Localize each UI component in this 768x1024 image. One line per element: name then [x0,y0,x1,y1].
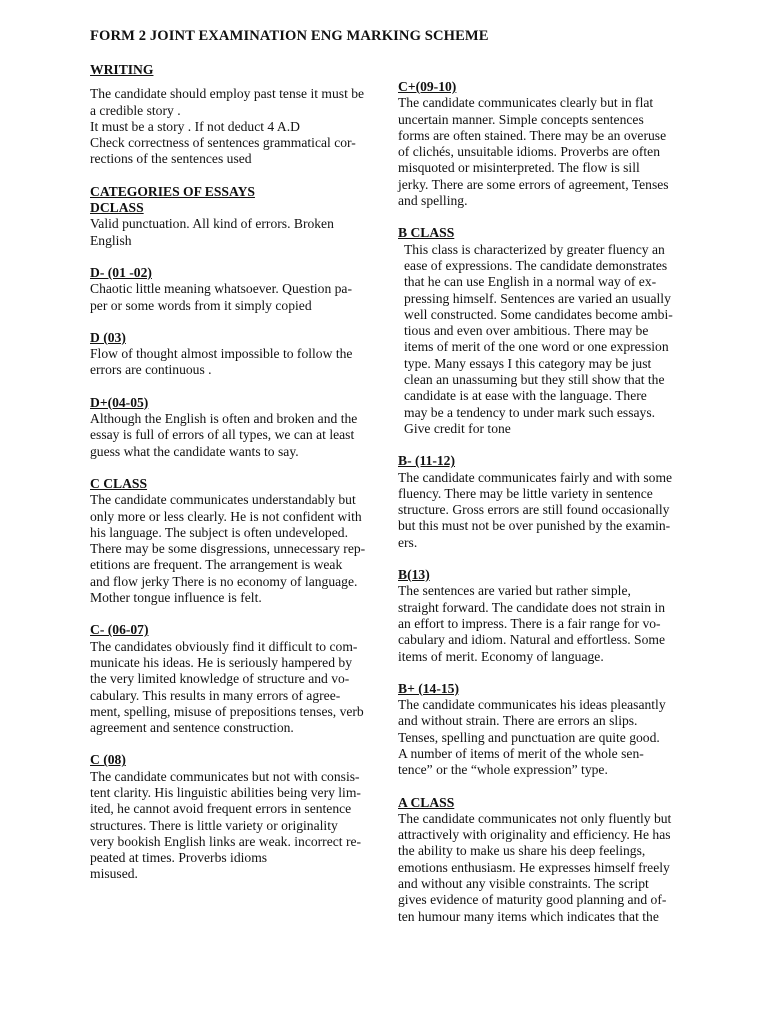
section-d [90,330,372,379]
c-plus-line: of clichés, unsuitable idioms. Proverbs are often [398,144,660,160]
b-plus-line: tence” or the “whole expression” type. [398,762,608,778]
section-b-class [398,225,680,437]
right-column [398,79,680,941]
a-class-line: ten humour many items which indicates that the [398,908,659,924]
b-line: items of merit. Economy of language. [398,648,604,664]
b-minus-line: The candidate communicates fairly and with some [398,469,673,485]
b-minus-line: fluency. There may be little variety in sentence [398,485,653,501]
c-line: misused. [90,866,138,882]
c-line: ited, he cannot avoid frequent errors in sentence [90,801,352,817]
section-heading-c-minus: C- (06-07) [90,622,149,638]
section-b [398,567,680,665]
c-line: tent clarity. His linguistic abilities being very lim- [90,784,361,800]
section-a-class [398,795,680,925]
b-line: The sentences are varied but rather simple, [398,583,631,599]
section-heading-c-class: C CLASS [90,475,148,491]
section-b-plus [398,681,680,779]
c-line: The candidate communicates but not with consis- [90,768,360,784]
c-class-line: The candidate communicates understandably but [90,492,356,508]
c-minus-line: agreement and sentence construction. [90,720,294,736]
section-heading-writing: WRITING [90,62,154,77]
c-plus-line: jerky. There are some errors of agreement, Tenses [398,176,669,192]
c-plus-line: and spelling. [398,193,468,209]
b-class-line: clean an unassuming but they still show that the [404,372,665,388]
c-minus-line: The candidates obviously find it difficult to com- [90,638,358,654]
writing-line: It must be a story . If not deduct 4 A.D [90,118,300,134]
b-class-line: pressing himself. Sentences are varied an usually [404,290,671,306]
section-heading-b-plus: B+ (14-15) [398,680,459,696]
c-line: structures. There is little variety or originality [90,817,338,833]
b-class-line: items of merit of the one word or one expression [404,339,669,355]
b-class-line: type. Many essays I this category may be just [404,355,652,371]
left-column [90,62,372,899]
d-minus-line: Chaotic little meaning whatsoever. Question pa- [90,281,352,297]
d-line: Flow of thought almost impossible to follow the [90,346,353,362]
b-minus-line: ers. [398,534,418,550]
section-heading-a-class: A CLASS [398,794,455,810]
c-plus-line: uncertain manner. Simple concepts sentences [398,111,644,127]
c-class-line: etitions are frequent. The arrangement is weak [90,557,343,573]
section-c-minus [90,622,372,736]
c-class-line: and flow jerky There is no economy of language. [90,573,358,589]
section-heading-d-minus: D- (01 -02) [90,264,152,280]
section-heading-b: B(13) [398,567,430,583]
b-plus-line: and without strain. There are errors an slips. [398,713,638,729]
c-class-line: his language. The subject is often undeveloped. [90,524,348,540]
c-minus-line: municate his ideas. He is seriously hampered by [90,654,352,670]
section-c [90,752,372,882]
c-class-line: Mother tongue influence is felt. [90,590,262,606]
categories-line: Valid punctuation. All kind of errors. Broken [90,216,334,232]
c-class-line: There may be some disgressions, unnecessary rep- [90,541,366,557]
b-class-line: tious and even over ambitious. There may be [404,323,649,339]
section-subheading-dclass: DCLASS [90,200,144,216]
writing-line: a credible story . [90,102,181,118]
c-class-line: only more or less clearly. He is not confident with [90,508,362,524]
c-line: very bookish English links are weak. incorrect re- [90,833,362,849]
b-line: an effort to impress. There is a fair range for vo- [398,615,661,631]
b-plus-line: A number of items of merit of the whole sen- [398,745,644,761]
section-heading-b-minus: B- (11-12) [398,453,456,469]
c-plus-line: misquoted or misinterpreted. The flow is sill [398,160,640,176]
a-class-line: and without any visible constraints. The script [398,876,649,892]
c-plus-line: forms are often stained. There may be an overuse [398,127,667,143]
a-class-line: The candidate communicates not only fluently but [398,810,672,826]
b-line: straight forward. The candidate does not strain in [398,599,666,615]
a-class-line: attractively with originality and efficiency. He has [398,827,671,843]
d-minus-line: per or some words from it simply copied [90,297,312,313]
b-minus-line: but this must not be over punished by the examin- [398,518,671,534]
b-class-line: well constructed. Some candidates become ambi- [404,306,673,322]
d-plus-line: guess what the candidate wants to say. [90,443,299,459]
c-minus-line: ment, spelling, misuse of prepositions tenses, verb [90,703,364,719]
section-c-class [90,476,372,606]
section-heading-categories: CATEGORIES OF ESSAYS [90,183,255,199]
c-line: peated at times. Proverbs idioms [90,850,268,866]
b-plus-line: Tenses, spelling and punctuation are quite good. [398,729,660,745]
page-title: FORM 2 JOINT EXAMINATION ENG MARKING SCHEME [90,28,489,44]
b-class-line: may be a tendency to under mark such essays. [404,404,656,420]
section-heading-b-class: B CLASS [398,225,455,241]
c-minus-line: cabulary. This results in many errors of agree- [90,687,341,703]
section-heading-c: C (08) [90,752,126,768]
categories-line: English [90,232,132,248]
b-plus-line: The candidate communicates his ideas pleasantly [398,697,666,713]
section-b-minus [398,453,680,551]
section-heading-c-plus: C+(09-10) [398,79,457,94]
b-class-line: Give credit for tone [404,420,511,436]
b-class-line: that he can use English in a normal way of ex- [404,274,657,290]
b-class-line: candidate is at ease with the language. There [404,388,647,404]
b-line: cabulary and idiom. Natural and effortless. Some [398,632,666,648]
section-d-plus [90,395,372,460]
a-class-line: emotions enthusiasm. He expresses himself freely [398,859,670,875]
a-class-line: the ability to make us share his deep feelings, [398,843,646,859]
section-heading-d: D (03) [90,329,126,345]
b-class-line: This class is characterized by greater fluency an [404,241,665,257]
d-plus-line: essay is full of errors of all types, we can at least [90,427,355,443]
d-line: errors are continuous . [90,362,212,378]
writing-line: rections of the sentences used [90,151,252,167]
section-c-plus [398,79,680,209]
c-plus-line: The candidate communicates clearly but in flat [398,95,654,111]
c-minus-line: the very limited knowledge of structure and vo- [90,671,350,687]
section-writing [90,62,372,168]
d-plus-line: Although the English is often and broken and the [90,411,358,427]
writing-line: The candidate should employ past tense it must be [90,86,365,102]
section-heading-d-plus: D+(04-05) [90,394,149,410]
b-class-line: ease of expressions. The candidate demonstrates [404,257,668,273]
section-categories [90,184,372,249]
b-minus-line: structure. Gross errors are still found occasionally [398,502,670,518]
writing-line: Check correctness of sentences grammatical cor- [90,135,356,151]
section-d-minus [90,265,372,314]
a-class-line: gives evidence of maturity good planning and of- [398,892,667,908]
